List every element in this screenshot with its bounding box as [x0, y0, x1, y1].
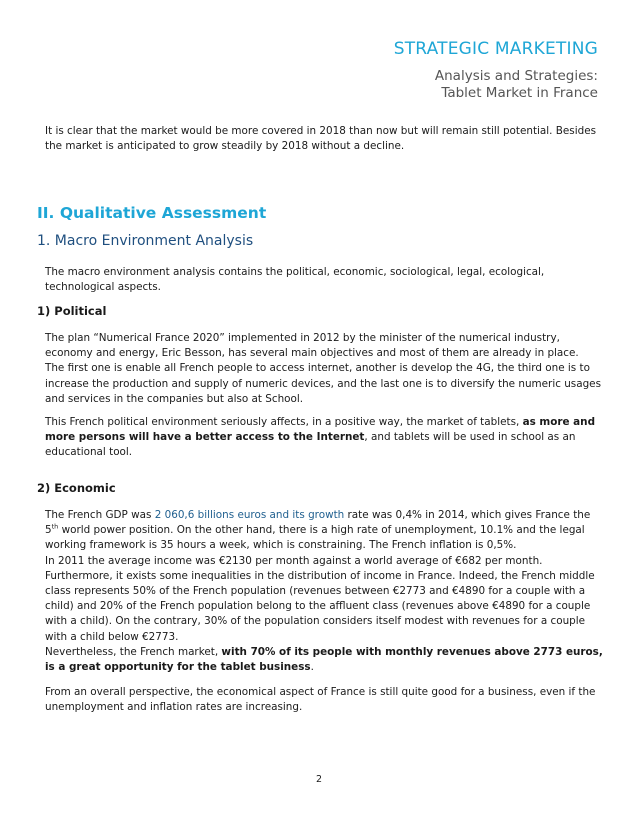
qualitative-section — [37, 203, 603, 223]
intro-block — [37, 124, 603, 154]
subtitle-line-1: Analysis and Strategies: — [434, 68, 598, 84]
macro-intro-paragraph: The macro environment analysis contains the political, economic, sociological, legal, ecological, technological aspects. — [45, 266, 545, 294]
economic-gdp-paragraph — [37, 508, 603, 554]
political-heading: 1) Political — [37, 304, 107, 318]
economic-section — [37, 481, 603, 716]
economic-market-paragraph — [37, 645, 603, 675]
political-section — [37, 304, 603, 461]
document-header — [394, 38, 598, 102]
political-paragraph-2: The first one is enable all French people to access internet, another is develop the 4G, the third one is to increase the production and supply of numeric devices, and the last one is to diversify the numeric usages and services in the companies but also at School. — [45, 362, 601, 405]
market-bold: with 70% of its people with monthly revenues above 2773 euros, is a great opportunity for the tablet business — [45, 645, 603, 674]
market-end: . — [310, 661, 314, 674]
political-para3-bold: as more and more persons will have a better access to the Internet — [45, 416, 596, 444]
subsection-heading: 1. Macro Environment Analysis — [37, 233, 254, 249]
macro-block — [37, 232, 603, 295]
intro-paragraph: It is clear that the market would be more covered in 2018 than now but will remain still potential. Besides the market is anticipated to grow steadily by 2018 without a decline. — [45, 125, 596, 153]
market-start: Nevertheless, the French market, — [45, 645, 222, 658]
economic-heading: 2) Economic — [37, 481, 116, 495]
political-para3-start: This French political environment seriously affects, in a positive way, the market of tablets, — [45, 416, 523, 429]
political-para3-end: , and tablets will be used in school as an educational tool. — [45, 431, 576, 459]
economic-conclusion: From an overall perspective, the economical aspect of France is still quite good for a business, even if the unemployment and inflation rates are increasing. — [45, 686, 596, 714]
page-number: 2 — [315, 774, 323, 785]
political-paragraph-3 — [37, 415, 603, 461]
gdp-prefix: The French GDP was — [45, 509, 155, 521]
economic-income-paragraph: In 2011 the average income was €2130 per month against a world average of €682 per month. Furthermore, it exists some inequalities in the distribution of income in France. Indeed, the French middle class represents 50% of the French population (revenues between €2773 and €4890 for a couple with a child) and 20% of the French population belong to the affluent class (revenues above €4890 for a couple with a child). On the contrary, 30% of the population considers itself modest with revenues for a couple with a child below €2773. — [45, 554, 595, 643]
document-title: STRATEGIC MARKETING — [393, 39, 598, 59]
subtitle-line-2: Tablet Market in France — [441, 85, 598, 101]
gdp-figure: 2 060,6 billions euros and its growth — [154, 509, 345, 521]
gdp-superscript: th — [51, 522, 59, 531]
section-heading: II. Qualitative Assessment — [37, 204, 267, 222]
gdp-mid: rate was 0,4% in 2014, which gives France the 5 — [45, 509, 591, 537]
gdp-rest: world power position. On the other hand, there is a high rate of unemployment, 10.1% and the legal working framework is 35 hours a week, which is constraining. The French inflation is 0,5%. — [45, 524, 585, 552]
political-paragraph-1: The plan “Numerical France 2020” implemented in 2012 by the minister of the numerical industry, economy and energy, Eric Besson, has several main objectives and most of them are already in place. — [45, 332, 579, 360]
document-subtitle — [394, 68, 598, 102]
